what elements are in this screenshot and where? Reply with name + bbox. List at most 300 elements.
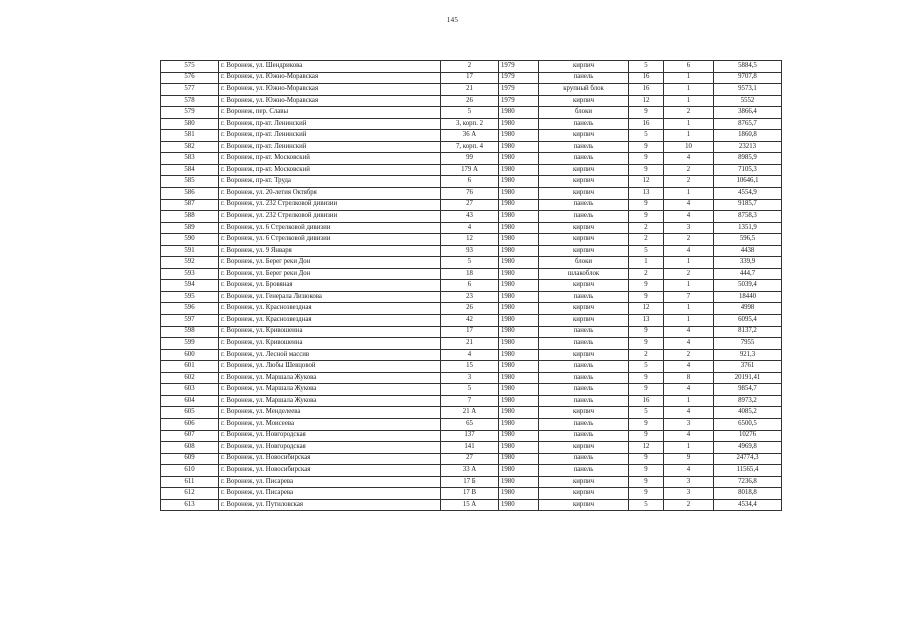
table-row	[161, 303, 782, 315]
address-cell: г. Воронеж, ул. Генерала Лизюкова	[219, 291, 441, 303]
row-number-cell: 580	[161, 118, 219, 130]
table-row	[161, 453, 782, 465]
entrances-cell: 9	[664, 453, 714, 465]
entrances-cell: 1	[664, 130, 714, 142]
house-number-cell: 21	[441, 84, 499, 96]
house-number-cell: 27	[441, 453, 499, 465]
table-row	[161, 188, 782, 200]
entrances-cell: 3	[664, 476, 714, 488]
address-cell: г. Воронеж, ул. 6 Стрелковой дивизии	[219, 234, 441, 246]
entrances-cell: 4	[664, 211, 714, 223]
floors-cell: 13	[629, 315, 664, 327]
entrances-cell: 1	[664, 395, 714, 407]
table-row	[161, 280, 782, 292]
address-cell: г. Воронеж, ул. Южно-Моравская	[219, 95, 441, 107]
address-cell: г. Воронеж, пр-кт. Ленинский	[219, 130, 441, 142]
floors-cell: 9	[629, 430, 664, 442]
wall-material-cell: кирпич	[539, 476, 629, 488]
entrances-cell: 1	[664, 84, 714, 96]
year-built-cell: 1980	[499, 499, 539, 511]
area-cell: 3866,4	[714, 107, 782, 119]
year-built-cell: 1980	[499, 395, 539, 407]
entrances-cell: 2	[664, 164, 714, 176]
year-built-cell: 1980	[499, 326, 539, 338]
wall-material-cell: кирпич	[539, 499, 629, 511]
table-row	[161, 84, 782, 96]
entrances-cell: 4	[664, 407, 714, 419]
floors-cell: 12	[629, 303, 664, 315]
house-number-cell: 27	[441, 199, 499, 211]
row-number-cell: 612	[161, 488, 219, 500]
row-number-cell: 603	[161, 384, 219, 396]
floors-cell: 2	[629, 268, 664, 280]
row-number-cell: 583	[161, 153, 219, 165]
address-cell: г. Воронеж, ул. Южно-Моравская	[219, 72, 441, 84]
year-built-cell: 1980	[499, 280, 539, 292]
entrances-cell: 3	[664, 418, 714, 430]
area-cell: 444,7	[714, 268, 782, 280]
floors-cell: 5	[629, 61, 664, 73]
floors-cell: 12	[629, 95, 664, 107]
wall-material-cell: панель	[539, 291, 629, 303]
table-row	[161, 211, 782, 223]
table-row	[161, 430, 782, 442]
house-number-cell: 33 А	[441, 465, 499, 477]
house-number-cell: 43	[441, 211, 499, 223]
table-row	[161, 326, 782, 338]
area-cell: 5552	[714, 95, 782, 107]
entrances-cell: 1	[664, 72, 714, 84]
wall-material-cell: кирпич	[539, 164, 629, 176]
table-row	[161, 291, 782, 303]
table-row	[161, 268, 782, 280]
year-built-cell: 1980	[499, 465, 539, 477]
year-built-cell: 1980	[499, 361, 539, 373]
area-cell: 921,3	[714, 349, 782, 361]
year-built-cell: 1980	[499, 488, 539, 500]
year-built-cell: 1980	[499, 141, 539, 153]
wall-material-cell: панель	[539, 430, 629, 442]
year-built-cell: 1980	[499, 476, 539, 488]
row-number-cell: 578	[161, 95, 219, 107]
row-number-cell: 607	[161, 430, 219, 442]
floors-cell: 5	[629, 407, 664, 419]
row-number-cell: 598	[161, 326, 219, 338]
floors-cell: 9	[629, 488, 664, 500]
entrances-cell: 4	[664, 153, 714, 165]
address-cell: г. Воронеж, ул. 6 Стрелковой дивизии	[219, 222, 441, 234]
house-number-cell: 15 А	[441, 499, 499, 511]
house-number-cell: 36 А	[441, 130, 499, 142]
entrances-cell: 2	[664, 234, 714, 246]
area-cell: 8018,8	[714, 488, 782, 500]
wall-material-cell: кирпич	[539, 488, 629, 500]
house-number-cell: 65	[441, 418, 499, 430]
entrances-cell: 1	[664, 95, 714, 107]
floors-cell: 9	[629, 141, 664, 153]
address-cell: г. Воронеж, пр-кт. Ленинский	[219, 118, 441, 130]
wall-material-cell: панель	[539, 361, 629, 373]
house-number-cell: 5	[441, 384, 499, 396]
wall-material-cell: блоки	[539, 257, 629, 269]
table-row	[161, 488, 782, 500]
address-cell: г. Воронеж, ул. 232 Стрелковой дивизии	[219, 199, 441, 211]
row-number-cell: 613	[161, 499, 219, 511]
area-cell: 23213	[714, 141, 782, 153]
house-number-cell: 7	[441, 395, 499, 407]
floors-cell: 9	[629, 476, 664, 488]
address-cell: г. Воронеж, ул. Краснозвездная	[219, 315, 441, 327]
year-built-cell: 1980	[499, 303, 539, 315]
house-number-cell: 12	[441, 234, 499, 246]
wall-material-cell: кирпич	[539, 95, 629, 107]
floors-cell: 5	[629, 361, 664, 373]
house-number-cell: 26	[441, 303, 499, 315]
area-cell: 339,9	[714, 257, 782, 269]
year-built-cell: 1980	[499, 384, 539, 396]
table-row	[161, 465, 782, 477]
year-built-cell: 1980	[499, 164, 539, 176]
table-row	[161, 199, 782, 211]
wall-material-cell: панель	[539, 141, 629, 153]
year-built-cell: 1980	[499, 453, 539, 465]
address-cell: г. Воронеж, ул. Краснозвездная	[219, 303, 441, 315]
row-number-cell: 586	[161, 188, 219, 200]
row-number-cell: 587	[161, 199, 219, 211]
entrances-cell: 2	[664, 176, 714, 188]
year-built-cell: 1980	[499, 153, 539, 165]
house-number-cell: 2	[441, 61, 499, 73]
row-number-cell: 590	[161, 234, 219, 246]
entrances-cell: 2	[664, 349, 714, 361]
house-number-cell: 141	[441, 442, 499, 454]
entrances-cell: 4	[664, 384, 714, 396]
wall-material-cell: кирпич	[539, 188, 629, 200]
floors-cell: 16	[629, 84, 664, 96]
address-cell: г. Воронеж, ул. Любы Шевцовой	[219, 361, 441, 373]
floors-cell: 16	[629, 72, 664, 84]
address-cell: г. Воронеж, ул. Лесной массив	[219, 349, 441, 361]
floors-cell: 16	[629, 118, 664, 130]
housing-stock-table	[160, 60, 782, 511]
entrances-cell: 8	[664, 372, 714, 384]
table-row	[161, 153, 782, 165]
table-row	[161, 95, 782, 107]
year-built-cell: 1980	[499, 130, 539, 142]
area-cell: 10276	[714, 430, 782, 442]
year-built-cell: 1979	[499, 95, 539, 107]
year-built-cell: 1980	[499, 291, 539, 303]
table-row	[161, 61, 782, 73]
house-number-cell: 179 А	[441, 164, 499, 176]
address-cell: г. Воронеж, ул. Берег реки Дон	[219, 268, 441, 280]
row-number-cell: 596	[161, 303, 219, 315]
row-number-cell: 593	[161, 268, 219, 280]
table-row	[161, 418, 782, 430]
table-row	[161, 361, 782, 373]
floors-cell: 9	[629, 418, 664, 430]
table-row	[161, 222, 782, 234]
year-built-cell: 1980	[499, 222, 539, 234]
year-built-cell: 1979	[499, 61, 539, 73]
house-number-cell: 3	[441, 372, 499, 384]
area-cell: 8973,2	[714, 395, 782, 407]
wall-material-cell: панель	[539, 211, 629, 223]
year-built-cell: 1980	[499, 107, 539, 119]
floors-cell: 2	[629, 222, 664, 234]
table-row	[161, 118, 782, 130]
wall-material-cell: кирпич	[539, 130, 629, 142]
area-cell: 4438	[714, 245, 782, 257]
entrances-cell: 1	[664, 188, 714, 200]
year-built-cell: 1980	[499, 430, 539, 442]
address-cell: г. Воронеж, ул. 232 Стрелковой дивизии	[219, 211, 441, 223]
wall-material-cell: панель	[539, 326, 629, 338]
row-number-cell: 579	[161, 107, 219, 119]
house-number-cell: 3, корп. 2	[441, 118, 499, 130]
area-cell: 3761	[714, 361, 782, 373]
entrances-cell: 4	[664, 245, 714, 257]
row-number-cell: 611	[161, 476, 219, 488]
entrances-cell: 3	[664, 222, 714, 234]
house-number-cell: 42	[441, 315, 499, 327]
year-built-cell: 1980	[499, 268, 539, 280]
area-cell: 4554,9	[714, 188, 782, 200]
wall-material-cell: панель	[539, 372, 629, 384]
wall-material-cell: кирпич	[539, 442, 629, 454]
entrances-cell: 1	[664, 118, 714, 130]
area-cell: 4969,8	[714, 442, 782, 454]
row-number-cell: 608	[161, 442, 219, 454]
house-number-cell: 6	[441, 280, 499, 292]
entrances-cell: 4	[664, 199, 714, 211]
floors-cell: 9	[629, 326, 664, 338]
area-cell: 8758,3	[714, 211, 782, 223]
wall-material-cell: блоки	[539, 107, 629, 119]
house-number-cell: 21 А	[441, 407, 499, 419]
row-number-cell: 610	[161, 465, 219, 477]
floors-cell: 9	[629, 453, 664, 465]
row-number-cell: 606	[161, 418, 219, 430]
area-cell: 20191,41	[714, 372, 782, 384]
table-row	[161, 372, 782, 384]
house-number-cell: 93	[441, 245, 499, 257]
house-number-cell: 17	[441, 326, 499, 338]
area-cell: 4085,2	[714, 407, 782, 419]
address-cell: г. Воронеж, ул. Новосибирская	[219, 465, 441, 477]
row-number-cell: 599	[161, 338, 219, 350]
floors-cell: 9	[629, 211, 664, 223]
address-cell: г. Воронеж, ул. Кривошеина	[219, 326, 441, 338]
address-cell: г. Воронеж, пр-кт. Ленинский	[219, 141, 441, 153]
house-number-cell: 7, корп. 4	[441, 141, 499, 153]
entrances-cell: 1	[664, 315, 714, 327]
wall-material-cell: панель	[539, 453, 629, 465]
floors-cell: 5	[629, 130, 664, 142]
house-number-cell: 76	[441, 188, 499, 200]
area-cell: 7105,3	[714, 164, 782, 176]
wall-material-cell: крупный блок	[539, 84, 629, 96]
address-cell: г. Воронеж, ул. Новгородская	[219, 442, 441, 454]
table-body	[161, 61, 782, 511]
floors-cell: 5	[629, 245, 664, 257]
table-row	[161, 395, 782, 407]
floors-cell: 9	[629, 280, 664, 292]
entrances-cell: 4	[664, 338, 714, 350]
area-cell: 4534,4	[714, 499, 782, 511]
area-cell: 596,5	[714, 234, 782, 246]
area-cell: 6500,5	[714, 418, 782, 430]
address-cell: г. Воронеж, пр-кт. Московский	[219, 153, 441, 165]
area-cell: 7955	[714, 338, 782, 350]
table-row	[161, 234, 782, 246]
floors-cell: 13	[629, 188, 664, 200]
entrances-cell: 4	[664, 430, 714, 442]
floors-cell: 2	[629, 349, 664, 361]
row-number-cell: 582	[161, 141, 219, 153]
area-cell: 6095,4	[714, 315, 782, 327]
row-number-cell: 585	[161, 176, 219, 188]
year-built-cell: 1980	[499, 338, 539, 350]
row-number-cell: 594	[161, 280, 219, 292]
year-built-cell: 1980	[499, 372, 539, 384]
area-cell: 5884,5	[714, 61, 782, 73]
table-row	[161, 176, 782, 188]
table-row	[161, 407, 782, 419]
area-cell: 1351,9	[714, 222, 782, 234]
wall-material-cell: кирпич	[539, 349, 629, 361]
year-built-cell: 1980	[499, 442, 539, 454]
floors-cell: 9	[629, 107, 664, 119]
address-cell: г. Воронеж, пр-кт. Московский	[219, 164, 441, 176]
table-row	[161, 164, 782, 176]
table-row	[161, 499, 782, 511]
year-built-cell: 1980	[499, 199, 539, 211]
table-row	[161, 349, 782, 361]
address-cell: г. Воронеж, ул. Кривошеина	[219, 338, 441, 350]
row-number-cell: 581	[161, 130, 219, 142]
area-cell: 5039,4	[714, 280, 782, 292]
wall-material-cell: кирпич	[539, 176, 629, 188]
area-cell: 9573,1	[714, 84, 782, 96]
entrances-cell: 7	[664, 291, 714, 303]
page-number: 145	[446, 16, 459, 24]
row-number-cell: 577	[161, 84, 219, 96]
row-number-cell: 602	[161, 372, 219, 384]
floors-cell: 9	[629, 338, 664, 350]
entrances-cell: 2	[664, 268, 714, 280]
floors-cell: 1	[629, 257, 664, 269]
floors-cell: 16	[629, 395, 664, 407]
table-row	[161, 315, 782, 327]
entrances-cell: 3	[664, 488, 714, 500]
address-cell: г. Воронеж, ул. Новгородская	[219, 430, 441, 442]
area-cell: 4998	[714, 303, 782, 315]
entrances-cell: 6	[664, 61, 714, 73]
house-number-cell: 17	[441, 72, 499, 84]
year-built-cell: 1980	[499, 407, 539, 419]
area-cell: 9854,7	[714, 384, 782, 396]
wall-material-cell: кирпич	[539, 280, 629, 292]
area-cell: 9185,7	[714, 199, 782, 211]
area-cell: 10646,1	[714, 176, 782, 188]
table-row	[161, 107, 782, 119]
wall-material-cell: кирпич	[539, 61, 629, 73]
entrances-cell: 4	[664, 465, 714, 477]
year-built-cell: 1980	[499, 257, 539, 269]
table-row	[161, 338, 782, 350]
address-cell: г. Воронеж, ул. Маршала Жукова	[219, 395, 441, 407]
row-number-cell: 588	[161, 211, 219, 223]
wall-material-cell: панель	[539, 153, 629, 165]
wall-material-cell: кирпич	[539, 407, 629, 419]
address-cell: г. Воронеж, ул. Менделеева	[219, 407, 441, 419]
entrances-cell: 2	[664, 107, 714, 119]
house-number-cell: 15	[441, 361, 499, 373]
house-number-cell: 4	[441, 222, 499, 234]
area-cell: 18440	[714, 291, 782, 303]
floors-cell: 5	[629, 499, 664, 511]
row-number-cell: 600	[161, 349, 219, 361]
floors-cell: 9	[629, 372, 664, 384]
row-number-cell: 595	[161, 291, 219, 303]
house-number-cell: 6	[441, 176, 499, 188]
floors-cell: 2	[629, 234, 664, 246]
wall-material-cell: кирпич	[539, 315, 629, 327]
floors-cell: 12	[629, 442, 664, 454]
year-built-cell: 1980	[499, 234, 539, 246]
house-number-cell: 5	[441, 257, 499, 269]
address-cell: г. Воронеж, пр-кт. Труда	[219, 176, 441, 188]
address-cell: г. Воронеж, пер. Славы	[219, 107, 441, 119]
entrances-cell: 4	[664, 326, 714, 338]
table-row	[161, 72, 782, 84]
row-number-cell: 575	[161, 61, 219, 73]
wall-material-cell: панель	[539, 465, 629, 477]
row-number-cell: 576	[161, 72, 219, 84]
floors-cell: 9	[629, 465, 664, 477]
address-cell: г. Воронеж, ул. Писарева	[219, 476, 441, 488]
area-cell: 7236,8	[714, 476, 782, 488]
entrances-cell: 4	[664, 361, 714, 373]
area-cell: 8985,9	[714, 153, 782, 165]
area-cell: 8137,2	[714, 326, 782, 338]
row-number-cell: 589	[161, 222, 219, 234]
area-cell: 1860,8	[714, 130, 782, 142]
row-number-cell: 592	[161, 257, 219, 269]
entrances-cell: 1	[664, 280, 714, 292]
address-cell: г. Воронеж, ул. Южно-Моравская	[219, 84, 441, 96]
house-number-cell: 17 В	[441, 488, 499, 500]
house-number-cell: 17 Б	[441, 476, 499, 488]
row-number-cell: 601	[161, 361, 219, 373]
wall-material-cell: панель	[539, 199, 629, 211]
row-number-cell: 609	[161, 453, 219, 465]
table-row	[161, 245, 782, 257]
floors-cell: 9	[629, 384, 664, 396]
area-cell: 9707,8	[714, 72, 782, 84]
year-built-cell: 1980	[499, 211, 539, 223]
floors-cell: 12	[629, 176, 664, 188]
year-built-cell: 1980	[499, 418, 539, 430]
wall-material-cell: кирпич	[539, 303, 629, 315]
wall-material-cell: панель	[539, 338, 629, 350]
entrances-cell: 1	[664, 303, 714, 315]
house-number-cell: 99	[441, 153, 499, 165]
table-row	[161, 442, 782, 454]
year-built-cell: 1979	[499, 84, 539, 96]
year-built-cell: 1980	[499, 176, 539, 188]
